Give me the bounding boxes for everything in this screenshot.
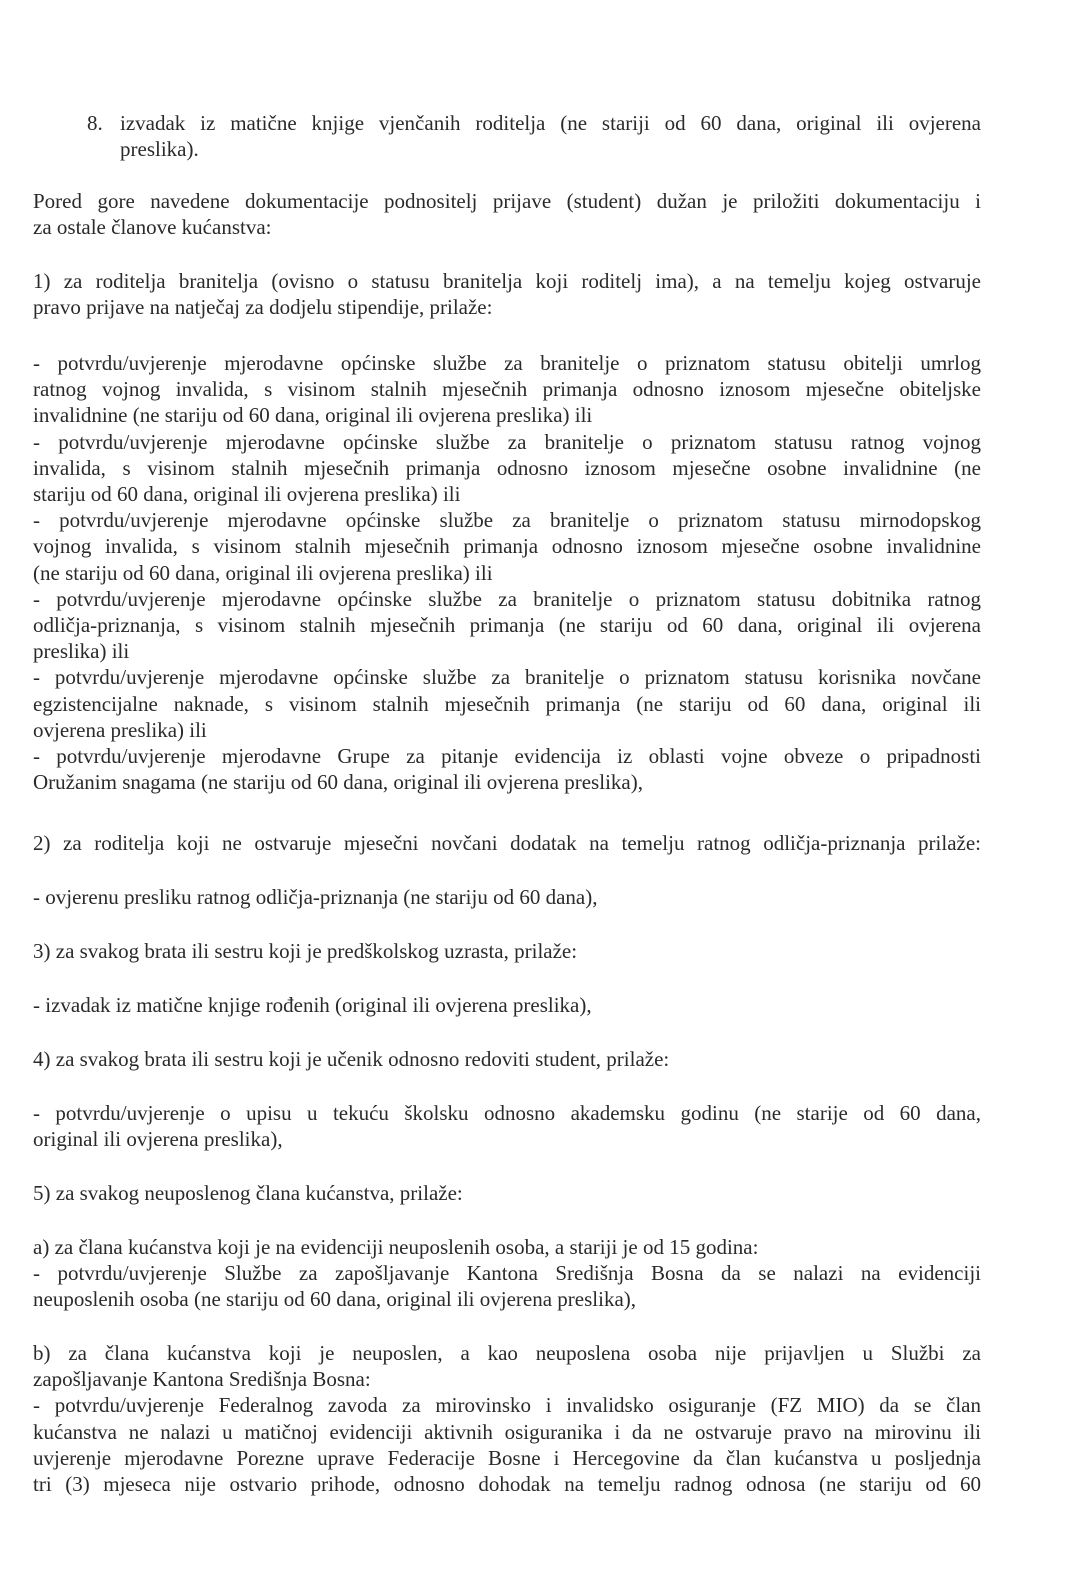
section-4-heading bbox=[33, 1046, 981, 1072]
bullet-line: - ovjerenu presliku ratnog odličja-priznanja (ne stariju od 60 dana), bbox=[33, 885, 598, 909]
item-number: 8. bbox=[87, 111, 103, 135]
section-5b bbox=[33, 1340, 981, 1497]
bullet-line: odličja-priznanja, s visinom stalnih mjesečnih primanja (ne stariju od 60 dana, original ili ovjerena bbox=[33, 613, 981, 638]
text-line: 3) za svakog brata ili sestru koji je predškolskog uzrasta, prilaže: bbox=[33, 939, 578, 963]
section-4-bullet bbox=[33, 1100, 981, 1152]
bullet-line: stariju od 60 dana, original ili ovjerena preslika) ili bbox=[33, 482, 461, 507]
bullet-line: - izvadak iz matične knjige rođenih (original ili ovjerena preslika), bbox=[33, 993, 592, 1017]
bullet-line: - potvrdu/uvjerenje mjerodavne općinske službe za branitelje o priznatom statusu ratnog vojnog bbox=[33, 429, 981, 454]
text-line: b) za člana kućanstva koji je neuposlen, a kao neuposlena osoba nije prijavljen u Službi za bbox=[33, 1341, 981, 1365]
bullet-line: - potvrdu/uvjerenje o upisu u tekuću školsku odnosno akademsku godinu (ne starije od 60 dana, bbox=[33, 1101, 981, 1125]
bullet-line: (ne stariju od 60 dana, original ili ovjerena preslika) ili bbox=[33, 560, 493, 585]
bullet-line: original ili ovjerena preslika), bbox=[33, 1127, 283, 1152]
bullet-line: ovjerena preslika) ili bbox=[33, 717, 207, 742]
bullet-line: invalidnine (ne stariju od 60 dana, original ili ovjerena preslika) ili bbox=[33, 403, 593, 428]
bullet-line: ratnog vojnog invalida, s visinom stalnih mjesečnih primanja odnosno iznosom mjesečne obiteljske bbox=[33, 377, 981, 402]
list-item-8 bbox=[87, 110, 981, 162]
bullet-line: kućanstva ne nalazi u matičnoj evidenciji aktivnih osiguranika i da ne ostvaruje pravo na mirovinu ili bbox=[33, 1419, 981, 1444]
text-line: pravo prijave na natječaj za dodjelu stipendije, prilaže: bbox=[33, 295, 493, 320]
section-5-heading bbox=[33, 1180, 981, 1206]
text-line: 1) za roditelja branitelja (ovisno o statusu branitelja koji roditelj ima), a na temelju kojeg ostvaruje bbox=[33, 269, 981, 293]
bullet-line: - potvrdu/uvjerenje Federalnog zavoda za mirovinsko i invalidsko osiguranje (FZ MIO) da se član bbox=[33, 1393, 981, 1418]
bullet-line: egzistencijalne naknade, s visinom stalnih mjesečnih primanja (ne stariju od 60 dana, original ili bbox=[33, 691, 981, 716]
text-line: 5) za svakog neuposlenog člana kućanstva, prilaže: bbox=[33, 1181, 463, 1205]
bullet-line: - potvrdu/uvjerenje mjerodavne općinske službe za branitelje o priznatom statusu dobitnika ratnog bbox=[33, 586, 981, 611]
section-2-heading bbox=[33, 830, 981, 856]
text-line: 2) za roditelja koji ne ostvaruje mjesečni novčani dodatak na temelju ratnog odličja-priznanja prilaže: bbox=[33, 831, 981, 855]
section-3-bullet bbox=[33, 992, 981, 1018]
text-line: preslika). bbox=[120, 137, 199, 162]
bullet-line: uvjerenje mjerodavne Porezne uprave Federacije Bosne i Hercegovine da član kućanstva u posljednja bbox=[33, 1445, 981, 1470]
bullet-line: - potvrdu/uvjerenje Službe za zapošljavanje Kantona Središnja Bosna da se nalazi na evidenciji bbox=[33, 1261, 981, 1286]
intro-paragraph bbox=[33, 188, 981, 240]
bullet-line: preslika) ili bbox=[33, 639, 130, 664]
bullet-line: - potvrdu/uvjerenje mjerodavne općinske službe za branitelje o priznatom statusu mirnodopskog bbox=[33, 508, 981, 533]
text-line: za ostale članove kućanstva: bbox=[33, 215, 272, 240]
bullet-line: neuposlenih osoba (ne stariju od 60 dana, original ili ovjerena preslika), bbox=[33, 1287, 637, 1312]
text-line: izvadak iz matične knjige vjenčanih roditelja (ne stariji od 60 dana, original ili ovjerena bbox=[120, 111, 981, 135]
section-1-heading bbox=[33, 268, 981, 320]
bullet-line: vojnog invalida, s visinom stalnih mjesečnih primanja odnosno iznosom mjesečne osobne invalidnine bbox=[33, 534, 981, 559]
text-line: zapošljavanje Kantona Središnja Bosna: bbox=[33, 1367, 371, 1392]
section-1-bullets bbox=[33, 350, 981, 795]
text-line: 4) za svakog brata ili sestru koji je učenik odnosno redoviti student, prilaže: bbox=[33, 1047, 670, 1071]
bullet-line: invalida, s visinom stalnih mjesečnih primanja odnosno iznosom mjesečne osobne invalidnine (ne bbox=[33, 455, 981, 480]
section-5a bbox=[33, 1234, 981, 1313]
section-2-bullet bbox=[33, 884, 981, 910]
bullet-line: - potvrdu/uvjerenje mjerodavne općinske službe za branitelje o priznatom statusu korisnika novčane bbox=[33, 665, 981, 690]
bullet-line: - potvrdu/uvjerenje mjerodavne Grupe za pitanje evidencija iz oblasti vojne obveze o pripadnosti bbox=[33, 744, 981, 769]
text-line: a) za člana kućanstva koji je na evidenciji neuposlenih osoba, a stariji je od 15 godina: bbox=[33, 1235, 759, 1259]
bullet-line: tri (3) mjeseca nije ostvario prihode, odnosno dohodak na temelju radnog odnosa (ne stariju od 60 bbox=[33, 1472, 981, 1497]
bullet-line: Oružanim snagama (ne stariju od 60 dana, original ili ovjerena preslika), bbox=[33, 770, 643, 795]
section-3-heading bbox=[33, 938, 981, 964]
bullet-line: - potvrdu/uvjerenje mjerodavne općinske službe za branitelje o priznatom statusu obitelji umrlog bbox=[33, 351, 981, 375]
text-line: Pored gore navedene dokumentacije podnositelj prijave (student) dužan je priložiti dokumentaciju i bbox=[33, 189, 981, 213]
